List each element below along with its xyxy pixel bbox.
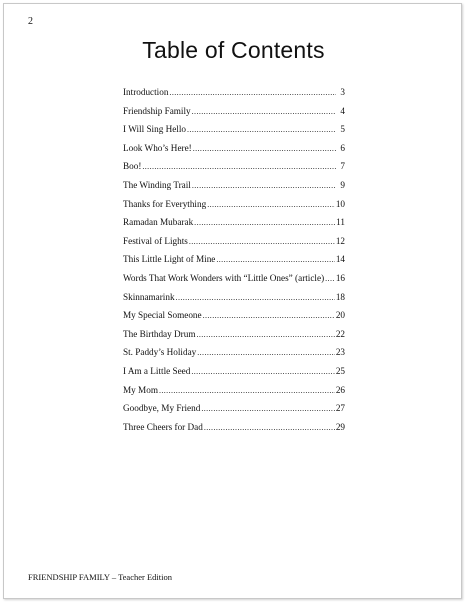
toc-entry-page: 18: [335, 291, 345, 302]
toc-entry-page: 26: [335, 384, 345, 395]
toc-entry-festival-of-lights[interactable]: [123, 235, 345, 254]
toc-entry-title: This Little Light of Mine: [123, 254, 216, 265]
toc-entry-page: 12: [335, 235, 345, 246]
dot-leader: [325, 273, 335, 285]
toc-entry-ramadan-mubarak[interactable]: [123, 216, 345, 235]
toc-entry-page: 23: [335, 347, 345, 358]
toc-entry-page: 6: [340, 142, 345, 153]
toc-entry-title: I Am a Little Seed: [123, 365, 191, 376]
toc-entry-skinnamarink[interactable]: [123, 291, 345, 310]
dot-leader: [204, 422, 335, 434]
dot-leader: [216, 254, 334, 266]
toc-entry-page: 20: [335, 310, 345, 321]
toc-entry-title: Three Cheers for Dad: [123, 421, 203, 432]
toc-entry-the-winding-trail[interactable]: [123, 179, 345, 198]
dot-leader: [189, 236, 335, 248]
toc-entry-page: 9: [340, 179, 345, 190]
toc-entry-page: 29: [335, 421, 345, 432]
dot-leader: [193, 143, 336, 155]
dot-leader: [187, 124, 336, 136]
toc-entry-page: 16: [335, 272, 345, 283]
page-footer: FRIENDSHIP FAMILY – Teacher Edition: [28, 572, 172, 582]
toc-entry-introduction[interactable]: [123, 86, 345, 105]
toc-entry-the-birthday-drum[interactable]: [123, 328, 345, 347]
toc-entry-page: 10: [335, 198, 345, 209]
toc-entry-page: 4: [340, 105, 345, 116]
toc-entry-title: My Special Someone: [123, 310, 202, 321]
toc-entry-title: Boo!: [123, 161, 142, 172]
toc-entry-page: 11: [336, 217, 345, 228]
toc-entry-st-paddys-holiday[interactable]: [123, 346, 345, 365]
toc-entry-title: Words That Work Wonders with “Little Ones” (article): [123, 272, 325, 283]
toc-entry-goodbye-my-friend[interactable]: [123, 402, 345, 421]
toc-entry-title: I Will Sing Hello: [123, 124, 187, 135]
toc-entry-look-whos-here[interactable]: [123, 142, 345, 161]
page-title: Table of Contents: [142, 37, 325, 63]
toc-entry-page: 27: [335, 403, 345, 414]
toc-entry-friendship-family[interactable]: [123, 105, 345, 124]
dot-leader: [196, 329, 334, 341]
dot-leader: [142, 161, 336, 173]
toc-entry-title: Ramadan Mubarak: [123, 217, 194, 228]
toc-entry-title: Goodbye, My Friend: [123, 403, 201, 414]
toc-entry-thanks-for-everything[interactable]: [123, 198, 345, 217]
toc-entry-words-that-work-wonders[interactable]: [123, 272, 345, 291]
dot-leader: [203, 310, 335, 322]
toc-entry-title: Skinnamarink: [123, 291, 175, 302]
dot-leader: [197, 347, 335, 359]
dot-leader: [191, 366, 334, 378]
dot-leader: [194, 217, 335, 229]
toc-entry-title: Look Who’s Here!: [123, 142, 192, 153]
dot-leader: [192, 106, 336, 118]
toc-entry-my-special-someone[interactable]: [123, 309, 345, 328]
toc-entry-title: St. Paddy’s Holiday: [123, 347, 197, 358]
toc-entry-title: The Winding Trail: [123, 179, 191, 190]
toc-entry-page: 7: [340, 161, 345, 172]
dot-leader: [176, 292, 335, 304]
dot-leader: [169, 87, 336, 99]
toc-entry-title: Friendship Family: [123, 105, 191, 116]
toc-entry-title: The Birthday Drum: [123, 328, 196, 339]
toc-entry-page: 22: [335, 328, 345, 339]
toc-entry-three-cheers-for-dad[interactable]: [123, 421, 345, 440]
toc-entry-page: 14: [335, 254, 345, 265]
toc-entry-i-will-sing-hello[interactable]: [123, 123, 345, 142]
toc-entry-title: Festival of Lights: [123, 235, 188, 246]
toc-entry-title: My Mom: [123, 384, 158, 395]
dot-leader: [159, 385, 335, 397]
toc-entry-page: 5: [340, 124, 345, 135]
dot-leader: [201, 403, 334, 415]
dot-leader: [207, 199, 335, 211]
toc-entry-i-am-a-little-seed[interactable]: [123, 365, 345, 384]
dot-leader: [192, 180, 336, 192]
toc-entry-page: 3: [340, 87, 345, 97]
toc-entry-my-mom[interactable]: [123, 384, 345, 403]
toc-entry-this-little-light-of-mine[interactable]: [123, 253, 345, 272]
toc-entry-page: 25: [335, 365, 345, 376]
table-of-contents: [123, 86, 345, 439]
page-number: 2: [28, 16, 33, 27]
toc-entry-boo[interactable]: [123, 160, 345, 179]
toc-entry-title: Thanks for Everything: [123, 198, 207, 209]
toc-entry-title: Introduction: [123, 87, 169, 97]
